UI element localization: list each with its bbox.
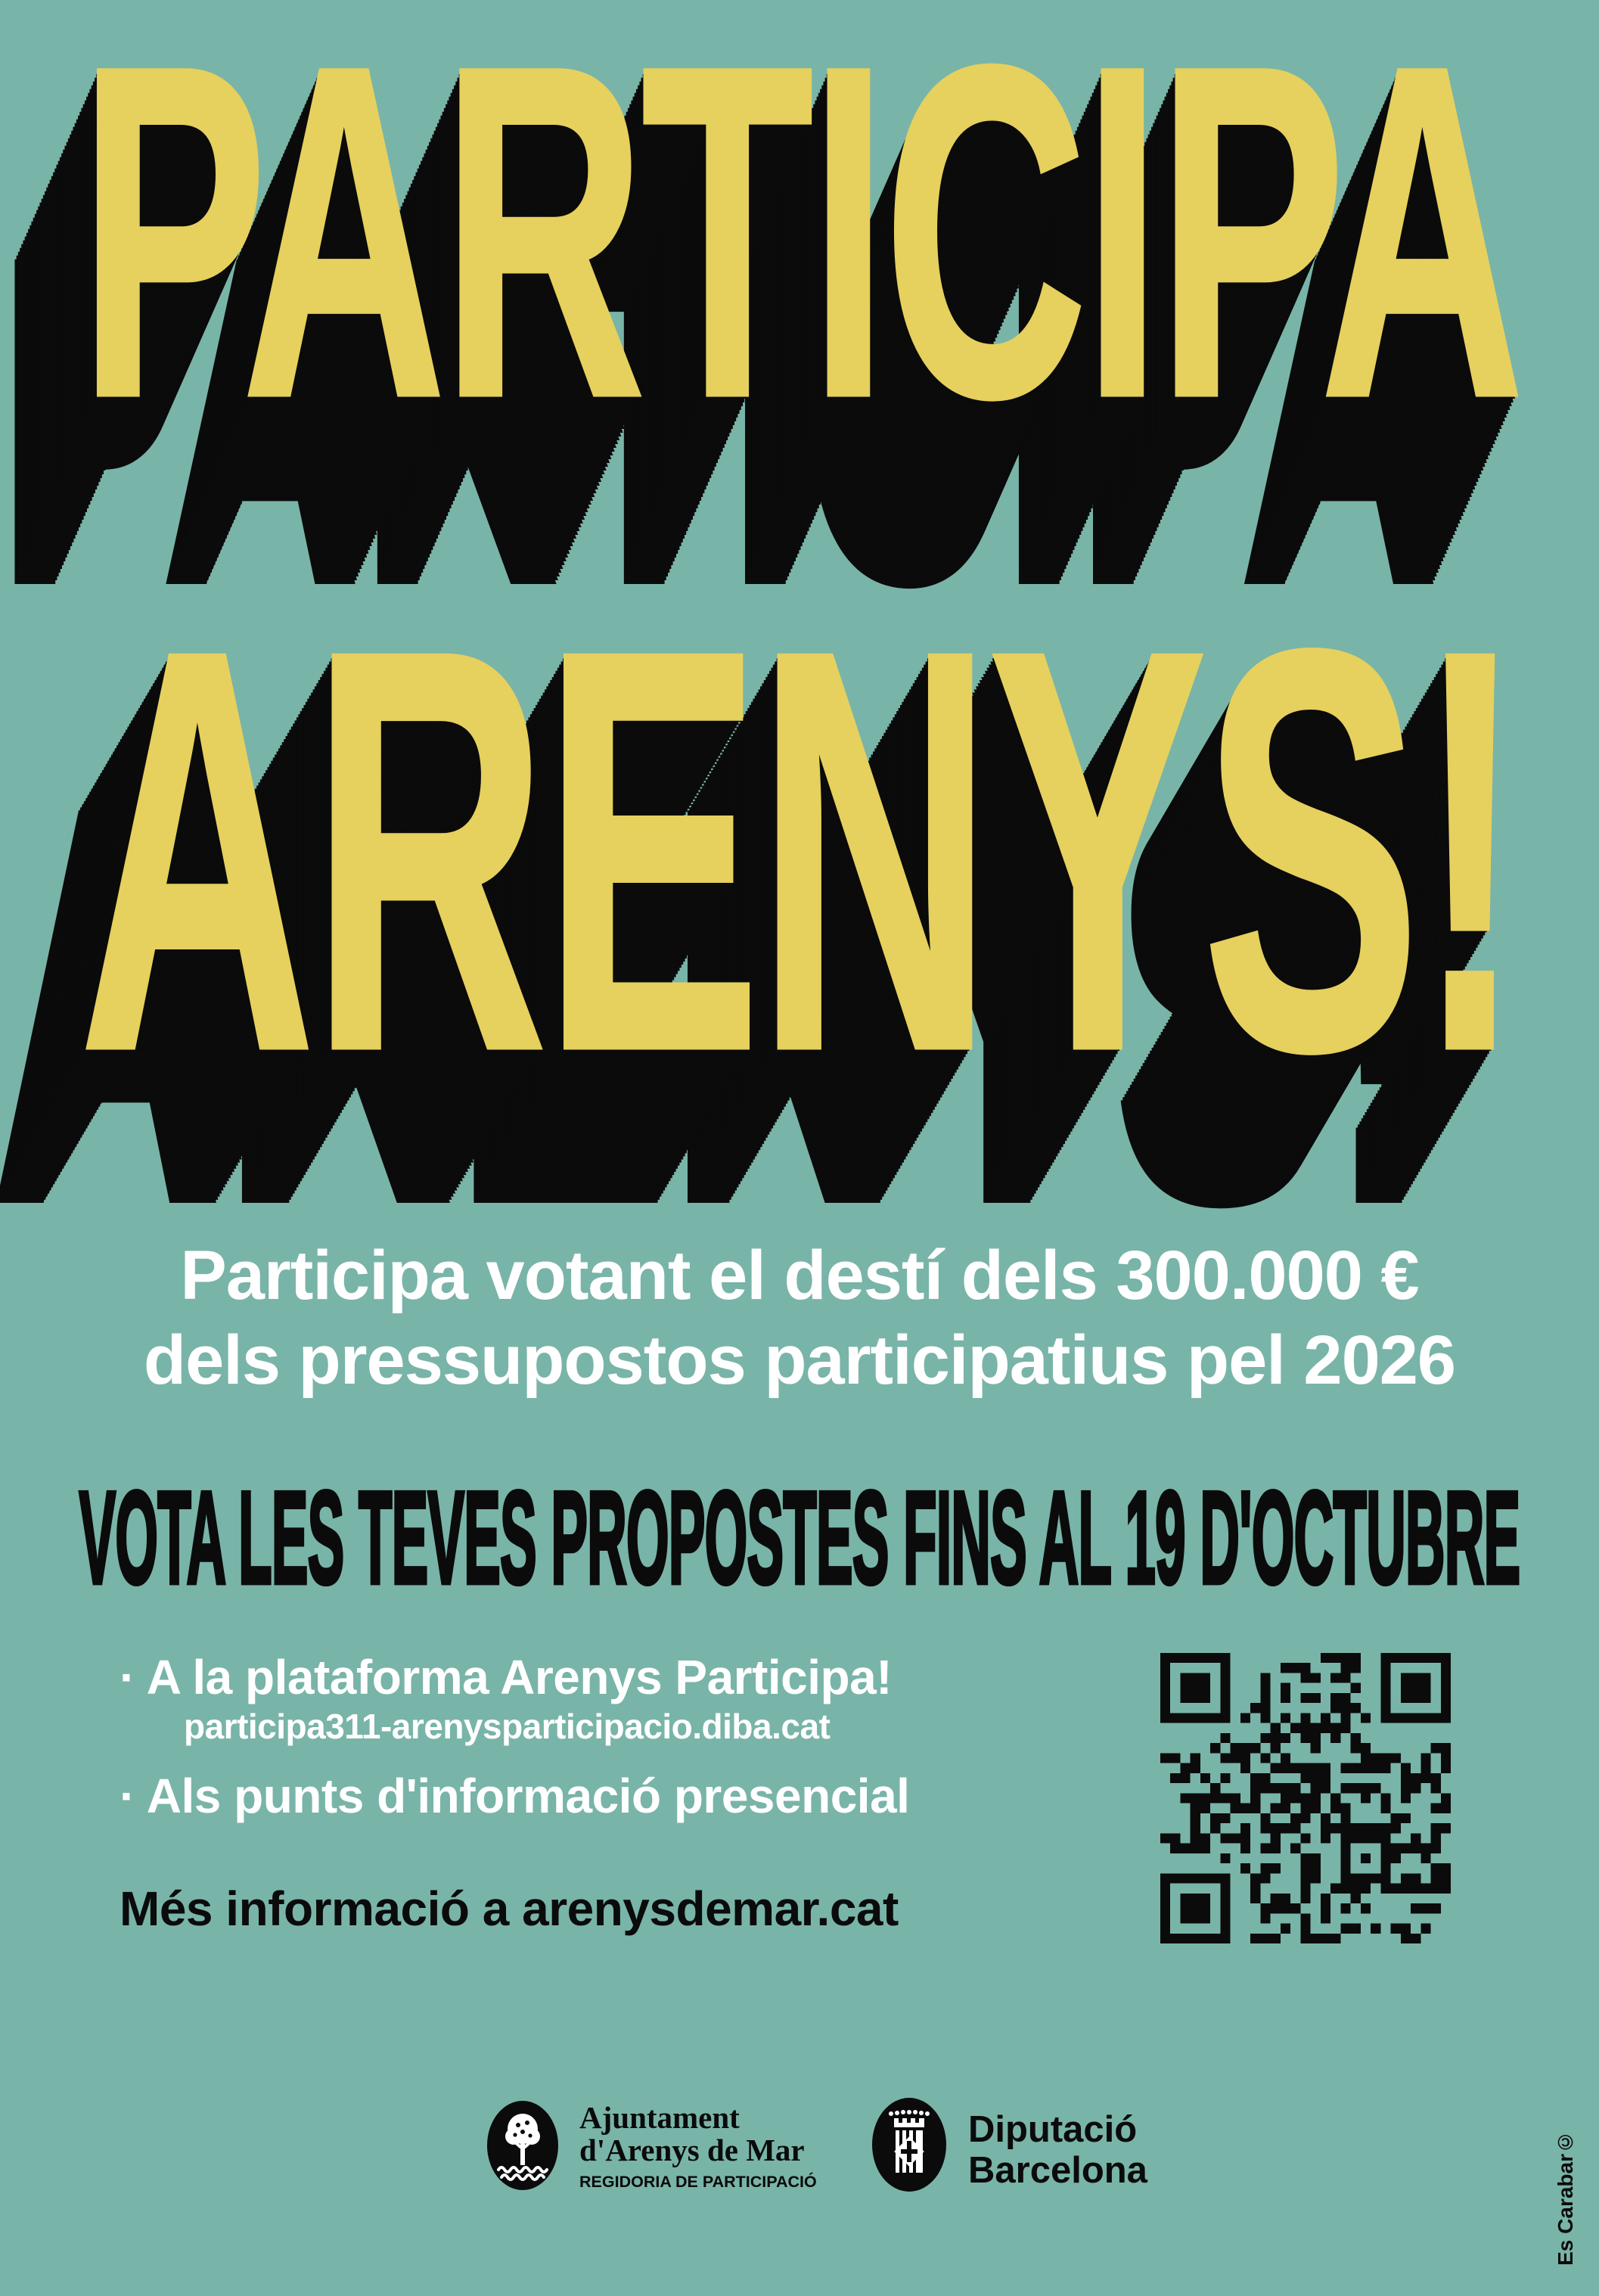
bullet-marker: ·: [120, 1650, 135, 1704]
design-credit: Es Carabar©: [1554, 2130, 1577, 2266]
bullet-item-info-points: [120, 1771, 909, 1822]
diputacio-crest-icon: [871, 2097, 947, 2192]
bullet-text: Als punts d'informació presencial: [146, 1769, 910, 1823]
deadline-heading: VOTA LES TEVES PROPOSTES FINS AL 19 D'OCTUBRE: [79, 1464, 1520, 1612]
headline-line2: ARENYS!: [79, 531, 1520, 1169]
ajuntament-name-line1: Ajuntament: [579, 2100, 740, 2135]
ajuntament-label: [579, 2102, 817, 2192]
diputacio-name-line1: Diputació: [968, 2109, 1138, 2150]
intro-line2: dels pressupostos participatius pel 2026: [143, 1322, 1456, 1399]
platform-url: participa311-arenysparticipacio.diba.cat: [184, 1707, 831, 1746]
ajuntament-name-line2: d'Arenys de Mar: [579, 2133, 805, 2167]
intro-paragraph: [0, 1233, 1599, 1403]
qr-code-icon: [1160, 1653, 1451, 1943]
bullet-marker: ·: [120, 1769, 135, 1823]
diputacio-name-line2: Barcelona: [968, 2150, 1147, 2191]
more-info-text: Més informació a arenysdemar.cat: [120, 1881, 899, 1936]
headline-line1: PARTICIPA: [79, 0, 1520, 496]
ajuntament-crest-icon: [486, 2100, 559, 2191]
diputacio-label: [968, 2109, 1147, 2191]
bullet-text: A la plataforma Arenys Participa!: [146, 1650, 893, 1704]
ajuntament-department: REGIDORIA DE PARTICIPACIÓ: [579, 2173, 817, 2191]
bullet-item-platform: [120, 1652, 892, 1703]
intro-line1: Participa votant el destí dels 300.000 €: [180, 1237, 1419, 1314]
deadline-banner: [0, 1464, 1599, 1612]
